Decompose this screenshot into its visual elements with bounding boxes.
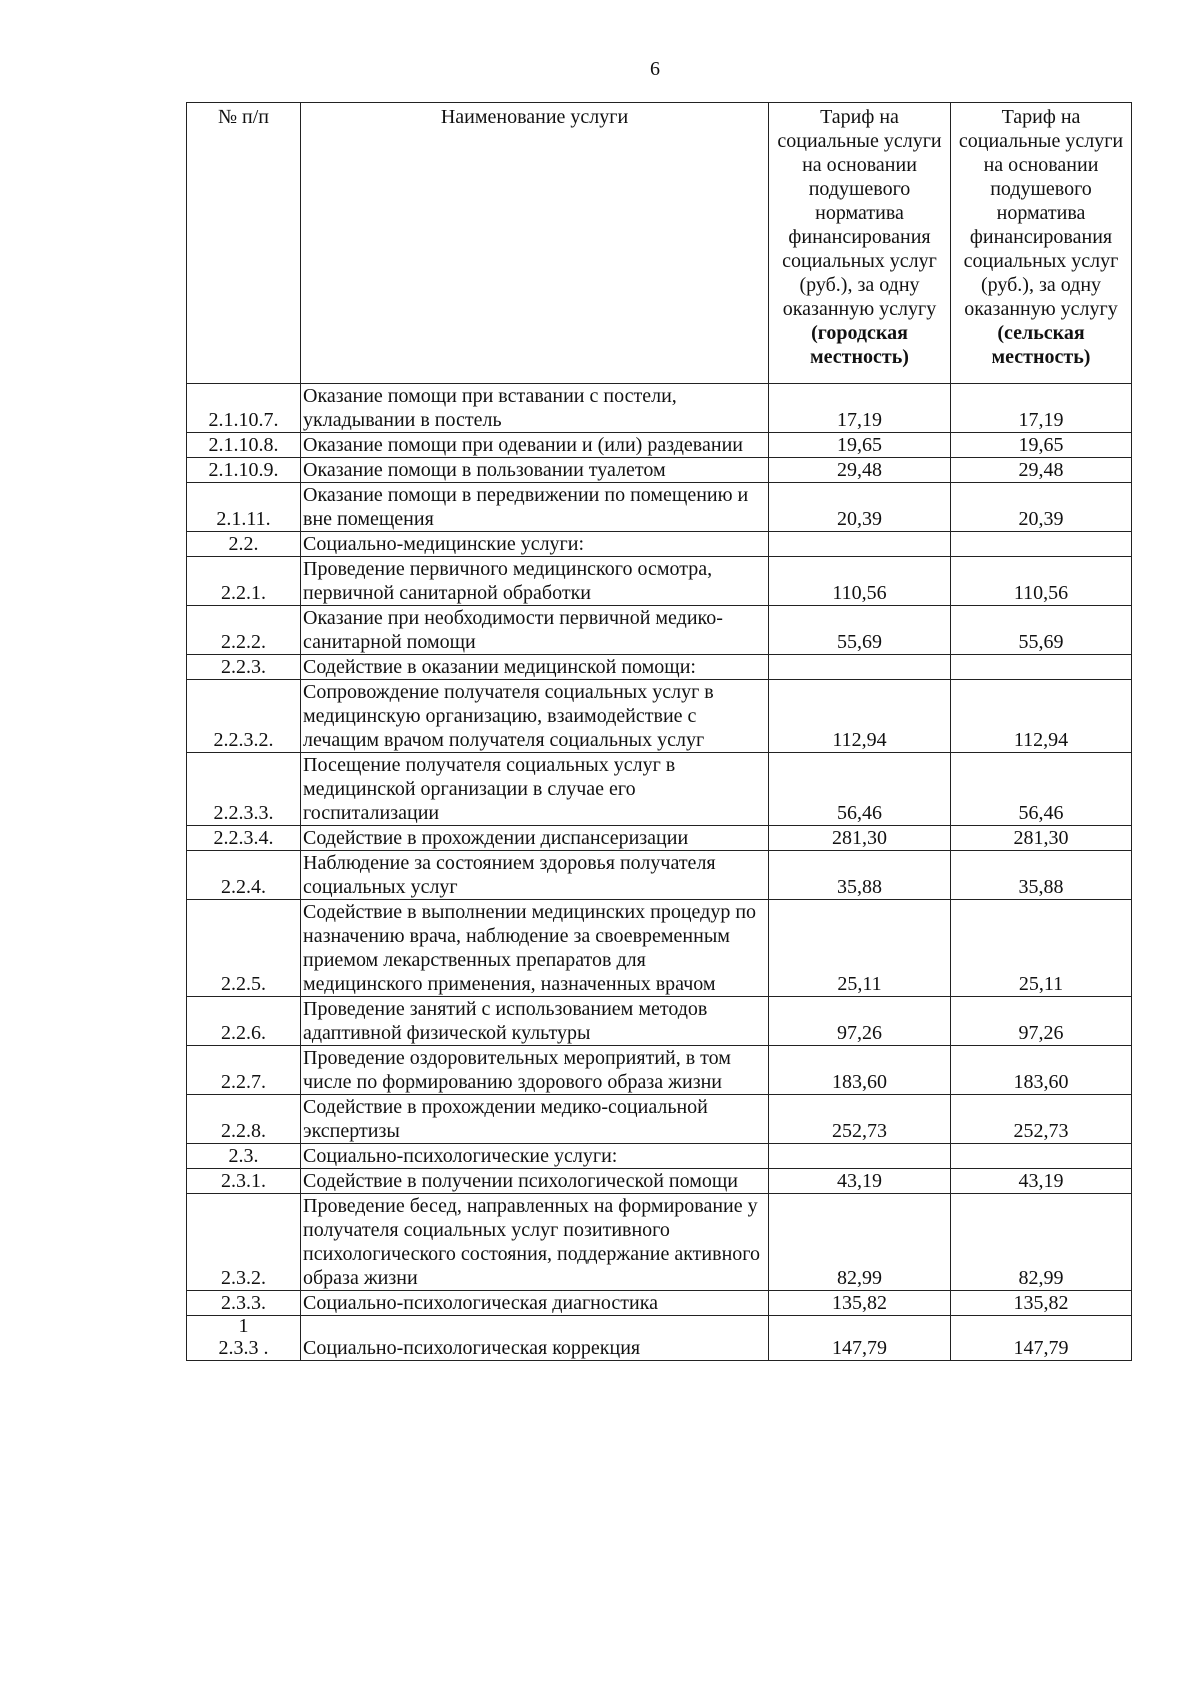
row-tariff-rural: 281,30: [951, 826, 1132, 851]
table-row: [187, 1169, 1132, 1194]
table-row: [187, 1144, 1132, 1169]
row-number-text: 2.2.3.4.: [213, 827, 274, 849]
table-row: [187, 1194, 1132, 1291]
table-row: [187, 680, 1132, 753]
row-tariff-city: 55,69: [769, 606, 951, 655]
row-tariff-city: 110,56: [769, 557, 951, 606]
row-service-name: Проведение занятий с использованием методов адаптивной физической культуры: [301, 997, 769, 1046]
table-row: [187, 1291, 1132, 1316]
table-row: [187, 532, 1132, 557]
row-number-text: 2.2.6.: [221, 1022, 266, 1044]
row-tariff-city: 17,19: [769, 384, 951, 433]
table-row: [187, 606, 1132, 655]
row-tariff-city: 281,30: [769, 826, 951, 851]
row-number-text: 2.1.11.: [216, 508, 271, 530]
row-tariff-city: 112,94: [769, 680, 951, 753]
row-service-name: Социально-психологические услуги:: [301, 1144, 769, 1169]
row-service-name: Содействие в прохождении медико-социальной экспертизы: [301, 1095, 769, 1144]
row-number: [187, 384, 301, 433]
header-tariff-city-area: (городская местность): [810, 322, 909, 368]
row-number: [187, 483, 301, 532]
row-number-text: 2.3.2.: [221, 1267, 266, 1289]
row-tariff-rural: 82,99: [951, 1194, 1132, 1291]
table-row: [187, 557, 1132, 606]
row-service-name: Социально-психологическая коррекция: [301, 1316, 769, 1361]
row-number-text: 2.2.: [228, 533, 259, 555]
table-row: [187, 655, 1132, 680]
row-number-text: 2.2.1.: [221, 582, 266, 604]
table-row: [187, 483, 1132, 532]
table-row: [187, 900, 1132, 997]
row-tariff-city: 25,11: [769, 900, 951, 997]
row-number-text: 2.2.2.: [221, 631, 266, 653]
row-number: [187, 1291, 301, 1316]
row-tariff-city: 82,99: [769, 1194, 951, 1291]
row-number: [187, 826, 301, 851]
row-number-text: 2.2.3.: [221, 656, 266, 678]
row-number-text: 2.2.3.3.: [213, 802, 274, 824]
header-tariff-rural-area: (сельская местность): [991, 322, 1091, 368]
row-tariff-rural: 35,88: [951, 851, 1132, 900]
row-number-text: 2.2.4.: [221, 876, 266, 898]
row-service-name: Социально-медицинские услуги:: [301, 532, 769, 557]
row-number: [187, 557, 301, 606]
header-tariff-rural-label: Тариф на социальные услуги на основании подушевого норматива финансирования социальных услуг (руб.), за одну оказанную услугу: [958, 106, 1124, 320]
tariff-table: [186, 102, 1132, 1361]
row-service-name: Оказание помощи при вставании с постели, укладывании в постель: [301, 384, 769, 433]
row-service-name: Оказание помощи в пользовании туалетом: [301, 458, 769, 483]
row-service-name: Содействие в получении психологической помощи: [301, 1169, 769, 1194]
row-number-text: 2.1.10.9.: [208, 459, 279, 481]
row-service-name: Содействие в выполнении медицинских процедур по назначению врача, наблюдение за своевременным приемом лекарственных препаратов для медицинского применения, назначенных врачом: [301, 900, 769, 997]
row-tariff-rural: 25,11: [951, 900, 1132, 997]
row-number: [187, 458, 301, 483]
row-number-text: 2.3.3.: [221, 1292, 266, 1314]
row-number-text: 2.2.8.: [221, 1120, 266, 1142]
header-tariff-city: [769, 103, 951, 384]
row-number: [187, 1194, 301, 1291]
row-tariff-city: [769, 532, 951, 557]
row-tariff-rural: 183,60: [951, 1046, 1132, 1095]
row-number: [187, 900, 301, 997]
row-number: [187, 606, 301, 655]
row-tariff-rural: 20,39: [951, 483, 1132, 532]
row-tariff-rural: 29,48: [951, 458, 1132, 483]
row-service-name: Посещение получателя социальных услуг в медицинской организации в случае его госпитализации: [301, 753, 769, 826]
row-tariff-rural: 55,69: [951, 606, 1132, 655]
table-row: [187, 826, 1132, 851]
header-service-name-label: Наименование услуги: [440, 106, 629, 128]
row-number: [187, 1316, 301, 1361]
row-tariff-city: 97,26: [769, 997, 951, 1046]
row-service-name: Оказание помощи при одевании и (или) раздевании: [301, 433, 769, 458]
table-row: [187, 384, 1132, 433]
header-number-label: № п/п: [217, 106, 270, 128]
row-tariff-rural: [951, 1144, 1132, 1169]
row-tariff-city: 147,79: [769, 1316, 951, 1361]
row-tariff-rural: 17,19: [951, 384, 1132, 433]
row-number: [187, 997, 301, 1046]
table-header-row: [187, 103, 1132, 384]
table-row: [187, 1316, 1132, 1361]
row-number-text: 2.1.10.7.: [208, 409, 279, 431]
row-tariff-city: 56,46: [769, 753, 951, 826]
row-number-superscript: 1: [238, 1315, 249, 1337]
header-number: [187, 103, 301, 384]
header-tariff-rural: [951, 103, 1132, 384]
row-number-text: 2.3.: [228, 1145, 259, 1167]
row-tariff-city: 183,60: [769, 1046, 951, 1095]
tariff-table-body: [187, 384, 1132, 1361]
row-number-text: 2.2.5.: [221, 973, 266, 995]
row-tariff-rural: 252,73: [951, 1095, 1132, 1144]
row-tariff-city: 29,48: [769, 458, 951, 483]
row-number-text: 2.3.3 .: [218, 1337, 269, 1359]
row-tariff-city: 135,82: [769, 1291, 951, 1316]
row-service-name: Проведение бесед, направленных на формирование у получателя социальных услуг позитивного психологического состояния, поддержание активного образа жизни: [301, 1194, 769, 1291]
row-number: [187, 680, 301, 753]
row-number-text: 2.2.7.: [221, 1071, 266, 1093]
row-tariff-city: 35,88: [769, 851, 951, 900]
row-tariff-city: [769, 655, 951, 680]
row-number: [187, 433, 301, 458]
row-tariff-rural: [951, 532, 1132, 557]
row-tariff-rural: 110,56: [951, 557, 1132, 606]
row-tariff-rural: 56,46: [951, 753, 1132, 826]
row-number-text: 2.1.10.8.: [208, 434, 279, 456]
row-service-name: Сопровождение получателя социальных услуг в медицинскую организацию, взаимодействие с лечащим врачом получателя социальных услуг: [301, 680, 769, 753]
header-service-name: [301, 103, 769, 384]
row-service-name: Оказание при необходимости первичной медико-санитарной помощи: [301, 606, 769, 655]
row-tariff-rural: 97,26: [951, 997, 1132, 1046]
row-number: [187, 1144, 301, 1169]
row-number-text: 2.3.1.: [221, 1170, 266, 1192]
table-row: [187, 433, 1132, 458]
table-row: [187, 851, 1132, 900]
row-tariff-city: 252,73: [769, 1095, 951, 1144]
table-row: [187, 753, 1132, 826]
header-tariff-city-label: Тариф на социальные услуги на основании подушевого норматива финансирования социальных услуг (руб.), за одну оказанную услугу: [777, 106, 942, 320]
row-service-name: Проведение первичного медицинского осмотра, первичной санитарной обработки: [301, 557, 769, 606]
row-service-name: Содействие в прохождении диспансеризации: [301, 826, 769, 851]
row-service-name: Проведение оздоровительных мероприятий, в том числе по формированию здорового образа жизни: [301, 1046, 769, 1095]
row-tariff-rural: 147,79: [951, 1316, 1132, 1361]
row-service-name: Оказание помощи в передвижении по помещению и вне помещения: [301, 483, 769, 532]
row-service-name: Наблюдение за состоянием здоровья получателя социальных услуг: [301, 851, 769, 900]
row-tariff-city: [769, 1144, 951, 1169]
row-tariff-rural: 112,94: [951, 680, 1132, 753]
table-row: [187, 458, 1132, 483]
row-number: [187, 1095, 301, 1144]
row-tariff-rural: 135,82: [951, 1291, 1132, 1316]
row-tariff-rural: [951, 655, 1132, 680]
page-number: 6: [650, 58, 660, 80]
row-tariff-rural: 19,65: [951, 433, 1132, 458]
row-service-name: Содействие в оказании медицинской помощи:: [301, 655, 769, 680]
row-number: [187, 851, 301, 900]
row-tariff-city: 19,65: [769, 433, 951, 458]
table-row: [187, 1095, 1132, 1144]
row-number: [187, 655, 301, 680]
row-number: [187, 1046, 301, 1095]
row-tariff-rural: 43,19: [951, 1169, 1132, 1194]
row-tariff-city: 20,39: [769, 483, 951, 532]
row-service-name: Социально-психологическая диагностика: [301, 1291, 769, 1316]
table-row: [187, 997, 1132, 1046]
table-row: [187, 1046, 1132, 1095]
row-number: [187, 1169, 301, 1194]
row-number: [187, 532, 301, 557]
row-tariff-city: 43,19: [769, 1169, 951, 1194]
row-number: [187, 753, 301, 826]
row-number-text: 2.2.3.2.: [213, 729, 274, 751]
